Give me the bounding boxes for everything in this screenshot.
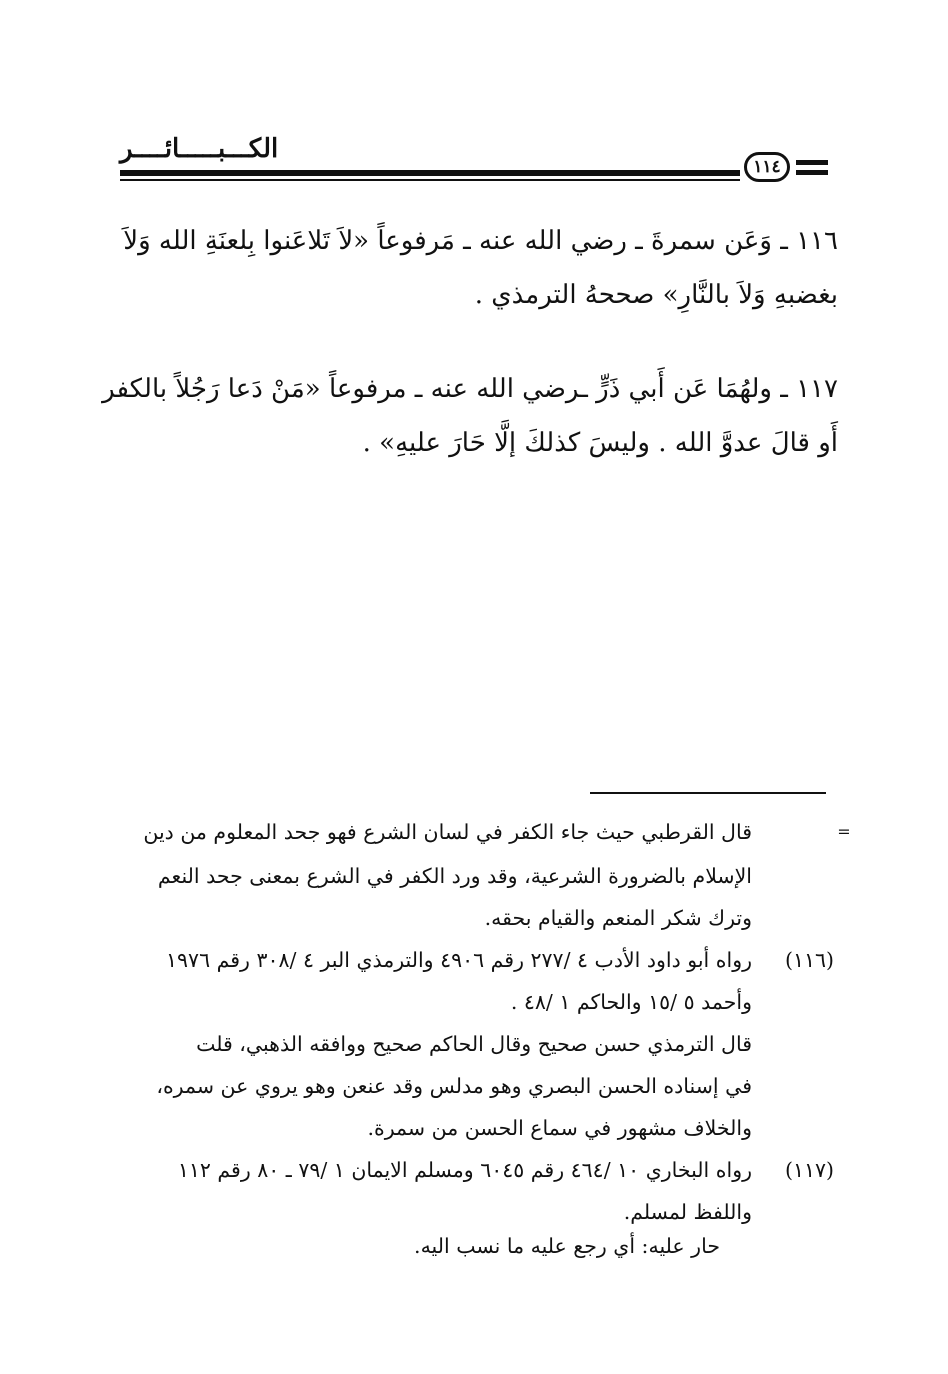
footnote-117-line-1: رواه البخاري ١٠ /٤٦٤ رقم ٦٠٤٥ ومسلم الايمان ١ /٧٩ ـ ٨٠ رقم ١١٢: [177, 1158, 752, 1182]
hadith-116-line-2: بغضبهِ وَلاَ بالنَّارِ» صححهُ الترمذي .: [474, 280, 838, 310]
running-header-title: الكـــبـــــائــــر: [120, 134, 279, 164]
footnote-117-label: (١١٧): [784, 1158, 834, 1182]
footnote-116-line-5: والخلاف مشهور في سماع الحسن من سمرة.: [367, 1116, 752, 1140]
footnote-continuation-line-2: الإسلام بالضرورة الشرعية، وقد ورد الكفر في الشرع بمعنى جحد النعم: [157, 864, 752, 888]
footnote-117-line-2: واللفظ لمسلم.: [623, 1200, 752, 1224]
footnote-116-line-3: قال الترمذي حسن صحيح وقال الحاكم صحيح ووافقه الذهبي، قلت: [196, 1032, 752, 1056]
footnote-116-line-4: في إسناده الحسن البصري وهو مدلس وقد عنعن وهو يروي عن سمره،: [156, 1074, 752, 1098]
hadith-117-line-1: ١١٧ ـ ولهُمَا عَن أَبي ذَرٍّ ـرضي الله عنه ـ مرفوعاً «مَنْ دَعا رَجُلاً بالكفر: [102, 374, 838, 404]
continuation-mark: =: [837, 822, 851, 841]
footnote-117-line-3: حار عليه: أي رجع عليه ما نسب اليه.: [414, 1234, 720, 1258]
header-rule-thin: [120, 179, 740, 181]
page-number-ornament-lower: [796, 170, 828, 175]
hadith-117-line-2: أَو قالَ عدوَّ الله . وليسَ كذلكَ إلَّا حَارَ عليهِ» .: [362, 428, 838, 458]
page-number: ١١٤: [744, 152, 790, 182]
footnote-116-label: (١١٦): [784, 948, 834, 972]
page-number-ornament: [796, 160, 828, 165]
footnote-continuation-line-1: قال القرطبي حيث جاء الكفر في لسان الشرع فهو جحد المعلوم من دين: [143, 820, 752, 844]
footnote-116-line-1: رواه أبو داود الأدب ٤ /٢٧٧ رقم ٤٩٠٦ والترمذي البر ٤ /٣٠٨ رقم ١٩٧٦: [166, 948, 752, 972]
hadith-116-line-1: ١١٦ ـ وَعَن سمرةَ ـ رضي الله عنه ـ مَرفوعاً «لاَ تَلاعَنوا بِلعنَةِ الله وَلاَ: [123, 226, 838, 256]
footnote-separator: [590, 792, 826, 794]
footnote-116-line-2: وأحمد ٥ /١٥ والحاكم ١ /٤٨ .: [510, 990, 752, 1014]
header-rule: [120, 170, 740, 176]
footnote-continuation-line-3: وترك شكر المنعم والقيام بحقه.: [484, 906, 752, 930]
